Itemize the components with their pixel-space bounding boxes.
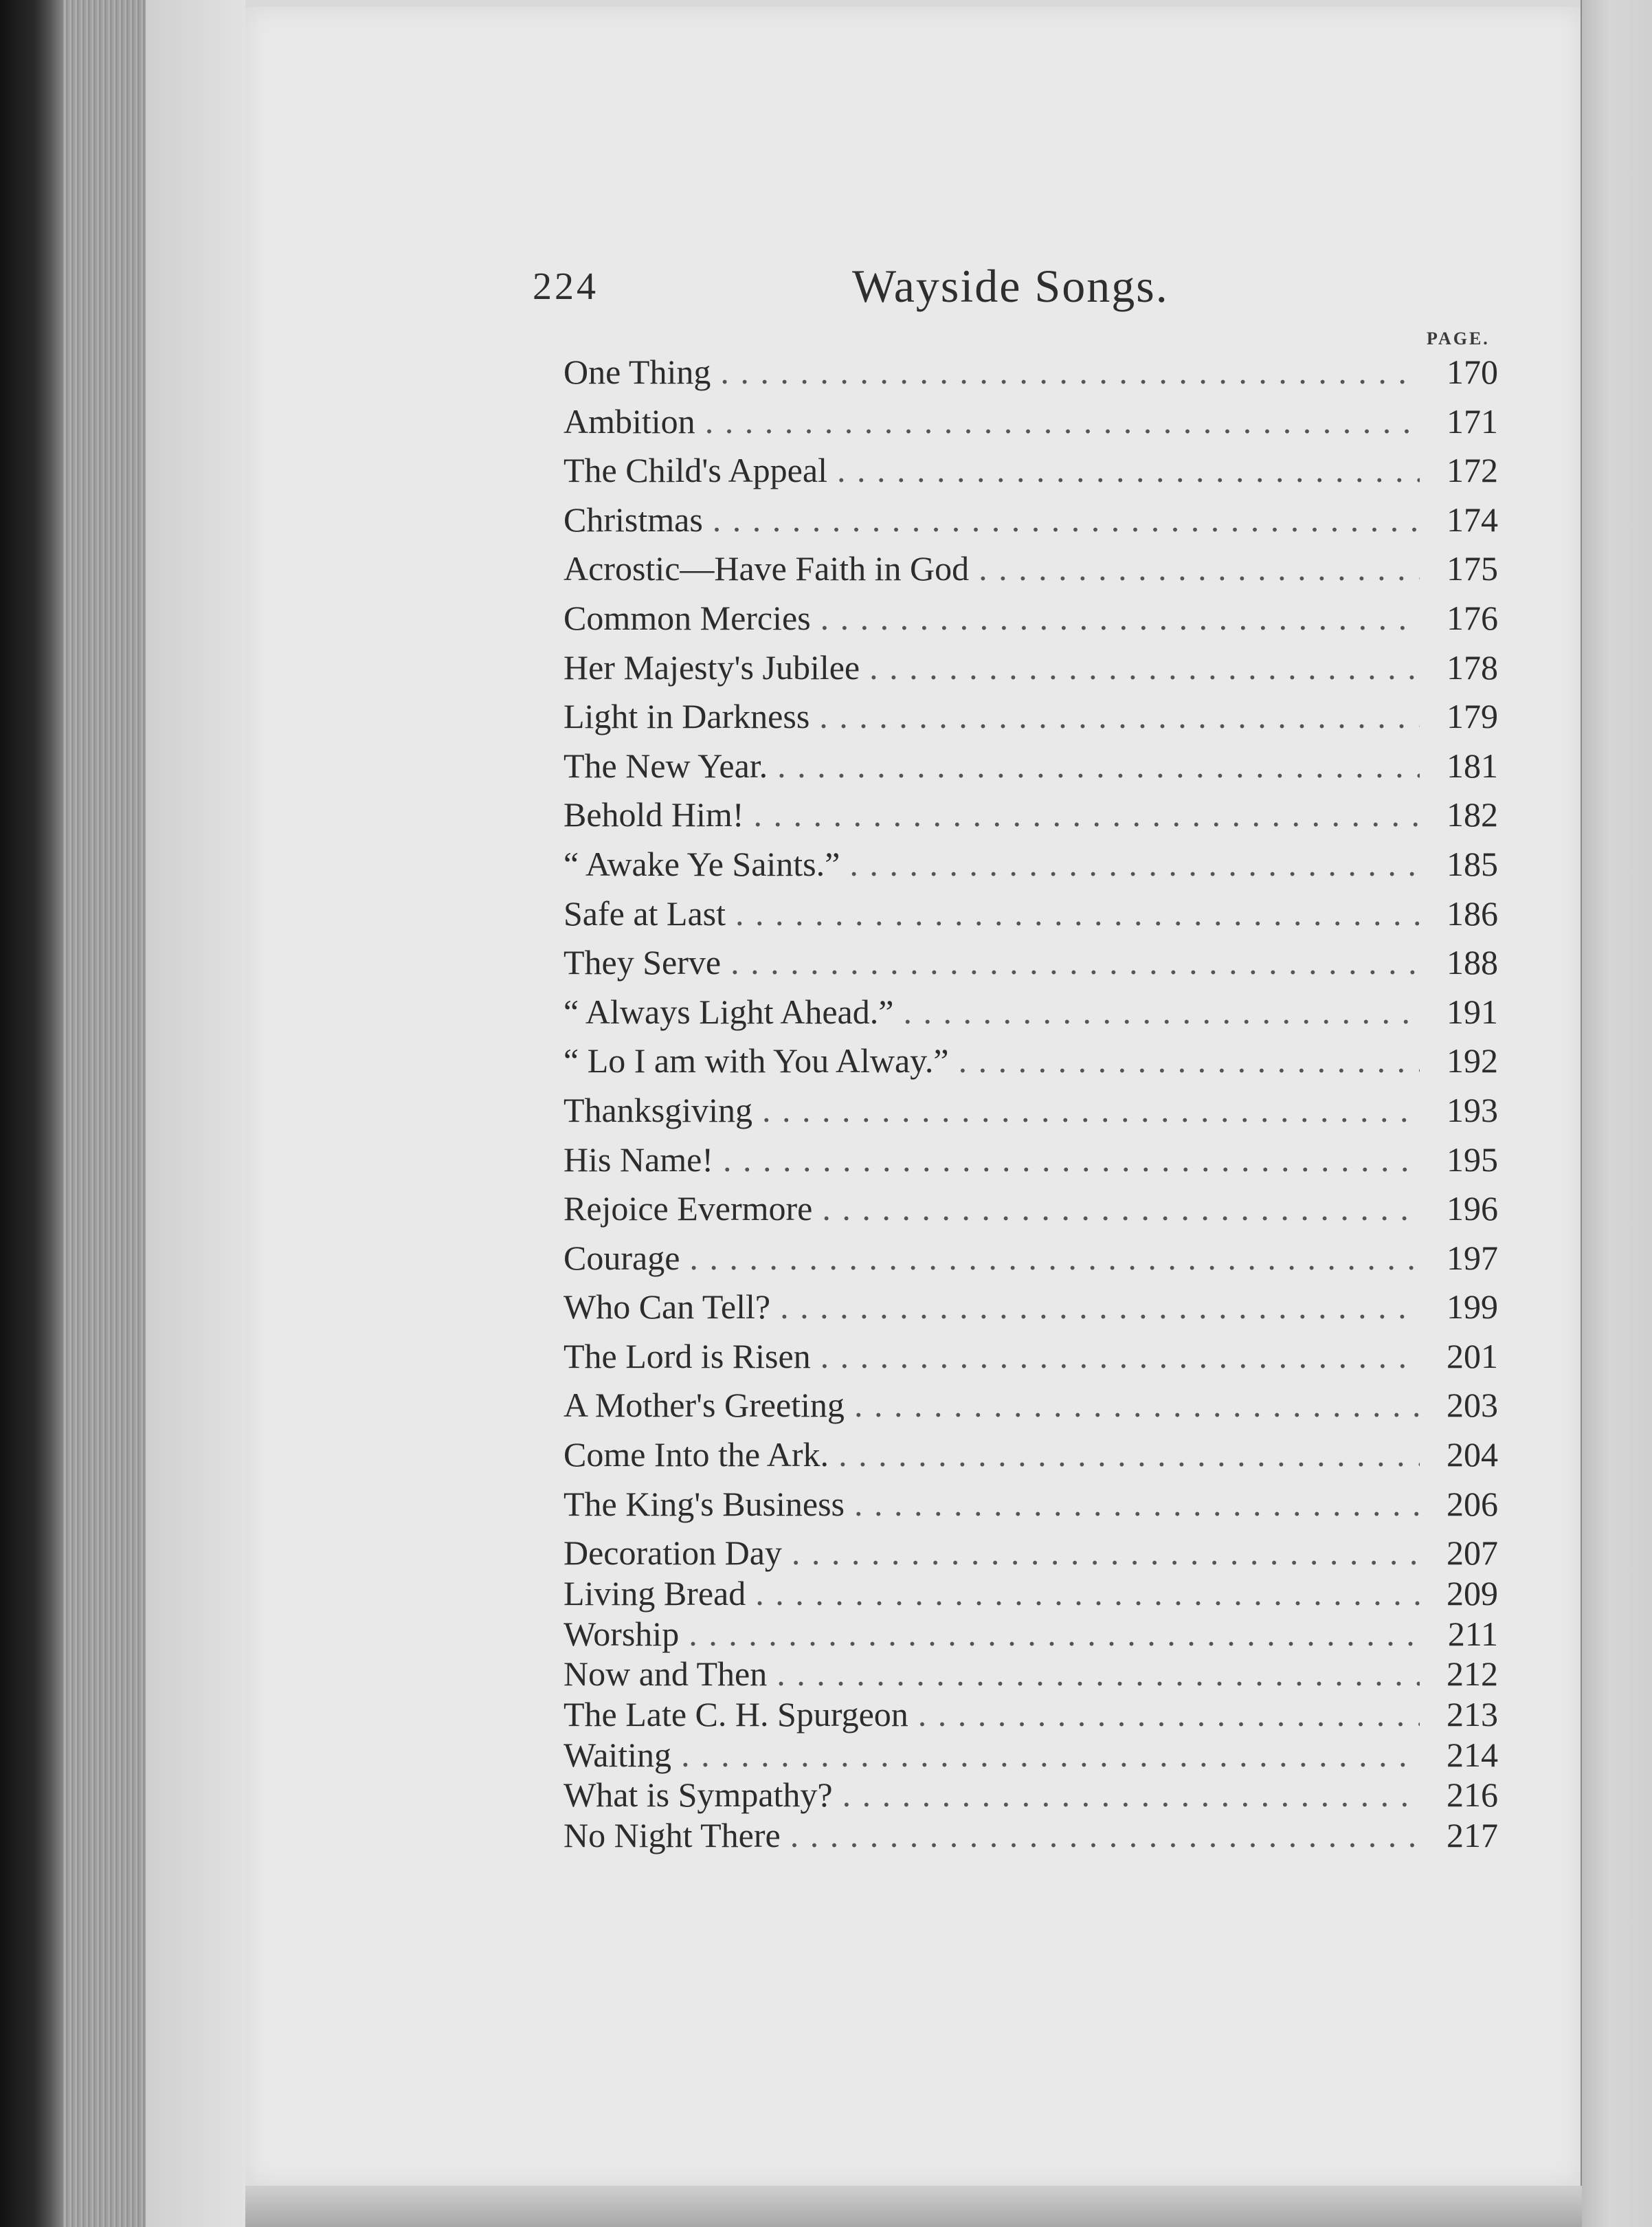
toc-entry-page: 174 [1447, 500, 1498, 539]
toc-entry [563, 795, 1498, 844]
toc-entry-page: 179 [1447, 697, 1498, 736]
toc-entry [563, 500, 1498, 549]
toc-entry-title: Behold Him! [563, 795, 744, 834]
toc-entry [563, 352, 1498, 401]
toc-entry-page: 212 [1447, 1654, 1498, 1694]
toc-entry [563, 1654, 1498, 1694]
toc-leader-dots [849, 844, 1420, 884]
toc-entry-title: One Thing [563, 353, 711, 391]
toc-entry-title: The Lord is Risen [563, 1336, 811, 1375]
toc-entry [563, 450, 1498, 500]
toc-leader-dots [822, 1188, 1420, 1228]
toc-leader-dots [869, 647, 1420, 687]
page-edges [63, 0, 146, 2227]
toc-entry-title: The Child's Appeal [563, 451, 827, 490]
toc-leader-dots [753, 795, 1420, 834]
toc-entry-page: 172 [1447, 451, 1498, 490]
toc-leader-dots [689, 1614, 1420, 1654]
toc-leader-dots [713, 500, 1420, 540]
toc-leader-dots [730, 942, 1420, 982]
toc-entry [563, 1614, 1498, 1654]
toc-leader-dots [755, 1573, 1420, 1613]
toc-leader-dots [819, 696, 1420, 736]
toc-entry [563, 1484, 1498, 1533]
toc-entry-title: The New Year. [563, 746, 768, 785]
toc-entry-title: Christmas [563, 500, 703, 539]
toc-entry [563, 894, 1498, 943]
toc-entry [563, 1694, 1498, 1735]
toc-entry [563, 549, 1498, 598]
toc-leader-dots [723, 1140, 1420, 1179]
toc-entry-title: Decoration Day [563, 1533, 782, 1573]
toc-entry-page: 196 [1447, 1189, 1498, 1228]
toc-entry-page: 207 [1447, 1533, 1498, 1573]
toc-entry-page: 201 [1447, 1336, 1498, 1375]
toc-entry-title: Rejoice Evermore [563, 1189, 813, 1228]
toc-entry [563, 1287, 1498, 1336]
toc-entry-page: 195 [1447, 1140, 1498, 1179]
toc-entry [563, 1336, 1498, 1386]
toc-entry [563, 1188, 1498, 1238]
toc-entry-page: 170 [1447, 353, 1498, 391]
toc-entry [563, 1533, 1498, 1573]
toc-entry-title: No Night There [563, 1816, 781, 1855]
toc-entry-page: 204 [1447, 1435, 1498, 1474]
toc-leader-dots [903, 992, 1420, 1032]
toc-leader-dots [837, 450, 1420, 490]
toc-entry-title: Worship [563, 1614, 680, 1653]
page-column-label: PAGE. [1427, 329, 1490, 348]
toc-entry [563, 598, 1498, 647]
toc-entry-title: His Name! [563, 1140, 713, 1179]
toc-entry-page: 188 [1447, 943, 1498, 982]
toc-leader-dots [762, 1090, 1420, 1130]
table-of-contents [563, 352, 1498, 1856]
toc-entry-title: The Late C. H. Spurgeon [563, 1695, 908, 1733]
toc-entry-title: Acrostic—Have Faith in God [563, 549, 970, 588]
scanner-border [0, 0, 63, 2227]
toc-entry-title: Her Majesty's Jubilee [563, 647, 860, 687]
toc-entry-page: 182 [1447, 795, 1498, 834]
toc-entry-title: Living Bread [563, 1573, 746, 1613]
toc-entry-title: Ambition [563, 401, 695, 441]
toc-entry [563, 1815, 1498, 1856]
toc-entry-page: 209 [1447, 1573, 1498, 1613]
toc-leader-dots [821, 598, 1420, 638]
toc-entry [563, 844, 1498, 894]
toc-entry-title: Common Mercies [563, 598, 811, 637]
page-bottom-shadow [245, 2186, 1582, 2227]
toc-entry-page: 193 [1447, 1090, 1498, 1129]
toc-entry-page: 191 [1447, 992, 1498, 1031]
toc-leader-dots [854, 1484, 1420, 1524]
toc-entry-title: A Mother's Greeting [563, 1386, 845, 1425]
toc-entry-title: The King's Business [563, 1484, 845, 1523]
toc-leader-dots [842, 1775, 1420, 1815]
toc-entry-page: 186 [1447, 894, 1498, 933]
toc-entry-title: They Serve [563, 943, 722, 982]
toc-entry-page: 216 [1447, 1775, 1498, 1815]
toc-entry [563, 647, 1498, 697]
toc-entry-title: “ Always Light Ahead.” [563, 992, 894, 1031]
toc-entry-title: Safe at Last [563, 894, 726, 933]
toc-leader-dots [792, 1533, 1420, 1573]
toc-entry-page: 217 [1447, 1816, 1498, 1855]
toc-leader-dots [959, 1041, 1420, 1081]
toc-entry-page: 211 [1447, 1614, 1498, 1653]
toc-entry [563, 1238, 1498, 1287]
toc-leader-dots [777, 746, 1420, 786]
toc-entry-page: 178 [1447, 647, 1498, 687]
toc-entry-page: 214 [1447, 1735, 1498, 1774]
toc-entry [563, 1140, 1498, 1189]
toc-leader-dots [821, 1336, 1420, 1376]
toc-entry-title: Who Can Tell? [563, 1287, 771, 1327]
toc-entry-title: Now and Then [563, 1654, 768, 1694]
toc-entry [563, 942, 1498, 992]
toc-entry-title: Waiting [563, 1735, 672, 1774]
toc-leader-dots [790, 1815, 1420, 1855]
toc-entry-title: Light in Darkness [563, 697, 810, 736]
toc-entry-page: 171 [1447, 401, 1498, 441]
toc-entry [563, 1735, 1498, 1775]
toc-entry-title: “ Lo I am with You Alway.” [563, 1041, 949, 1081]
toc-entry-page: 197 [1447, 1238, 1498, 1277]
toc-leader-dots [705, 401, 1420, 441]
toc-entry [563, 1775, 1498, 1815]
running-title: Wayside Songs. [852, 260, 1169, 312]
toc-entry-page: 185 [1447, 844, 1498, 883]
toc-entry-page: 206 [1447, 1484, 1498, 1523]
toc-leader-dots [854, 1385, 1420, 1425]
next-page-edge [1582, 0, 1652, 2227]
toc-leader-dots [838, 1434, 1420, 1474]
toc-leader-dots [918, 1694, 1420, 1734]
toc-entry [563, 1434, 1498, 1484]
toc-entry [563, 1573, 1498, 1614]
toc-entry-title: Courage [563, 1238, 680, 1277]
page-number: 224 [533, 265, 599, 308]
toc-entry [563, 992, 1498, 1041]
toc-leader-dots [735, 894, 1420, 933]
toc-leader-dots [979, 549, 1420, 588]
book-gutter [146, 0, 245, 2227]
toc-leader-dots [720, 352, 1420, 392]
toc-entry-page: 192 [1447, 1041, 1498, 1081]
toc-entry-title: Come Into the Ark. [563, 1435, 829, 1474]
toc-entry [563, 746, 1498, 795]
toc-entry-title: What is Sympathy? [563, 1775, 833, 1815]
toc-leader-dots [689, 1238, 1420, 1278]
toc-entry-page: 176 [1447, 598, 1498, 637]
toc-entry [563, 401, 1498, 451]
toc-entry-page: 181 [1447, 746, 1498, 785]
toc-entry [563, 1385, 1498, 1434]
toc-entry-page: 175 [1447, 549, 1498, 588]
toc-entry [563, 1090, 1498, 1140]
toc-leader-dots [780, 1287, 1420, 1327]
toc-entry-page: 203 [1447, 1386, 1498, 1425]
toc-entry-title: Thanksgiving [563, 1090, 752, 1129]
toc-entry-page: 213 [1447, 1695, 1498, 1733]
page-header [533, 260, 1536, 326]
toc-entry-page: 199 [1447, 1287, 1498, 1327]
toc-leader-dots [777, 1654, 1420, 1694]
toc-entry [563, 696, 1498, 746]
toc-entry-title: “ Awake Ye Saints.” [563, 844, 840, 883]
toc-leader-dots [681, 1735, 1420, 1775]
toc-entry [563, 1041, 1498, 1090]
